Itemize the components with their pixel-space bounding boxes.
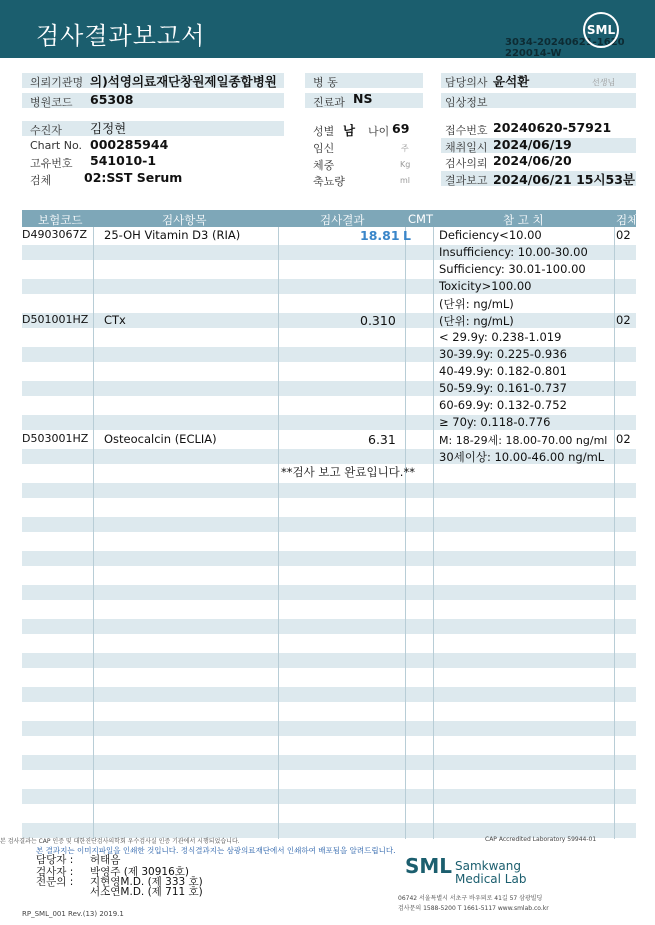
table-stripe bbox=[22, 517, 636, 532]
table-stripe bbox=[22, 619, 636, 634]
staff-role: 담당자 : bbox=[36, 854, 74, 866]
col-reference: 참 고 치 bbox=[503, 213, 544, 227]
staff-name: 박영주 (제 30916호) bbox=[90, 866, 189, 878]
image-print-notice: 본 결과지는 이미지파일을 인쇄한 것입니다. 정식결과지는 삼광의료재단에서 인쇄하여 배포됨을 알려드립니다. bbox=[36, 846, 396, 855]
fine-print: 본 검사결과는 CAP 인증 및 대한진단검사의학회 우수검사실 인증 기관에서 시행되었습니다. bbox=[0, 838, 240, 845]
pregnancy-label: 임신 bbox=[313, 142, 335, 155]
company-address: 06742 서울특별시 서초구 바우뫼로 41길 57 삼광빌딩 bbox=[398, 895, 543, 902]
hospital-code-label: 병원코드 bbox=[30, 96, 73, 109]
hospital-value: 의)석영의료재단창원제일종합병원 bbox=[90, 74, 277, 89]
col-test-item: 검사항목 bbox=[162, 213, 207, 227]
weight-label: 체중 bbox=[313, 159, 335, 172]
chart-no-label: Chart No. bbox=[30, 139, 82, 152]
cap-accreditation: CAP Accredited Laboratory 59944-01 bbox=[485, 836, 597, 843]
staff-name: 허태음 bbox=[90, 854, 121, 866]
patient-name-label: 수진자 bbox=[30, 124, 62, 137]
insurance-code: D503001HZ bbox=[22, 432, 89, 445]
receipt-label: 접수번호 bbox=[445, 124, 488, 137]
test-name: 25-OH Vitamin D3 (RIA) bbox=[104, 228, 241, 242]
hospital-code-value: 65308 bbox=[90, 92, 134, 107]
company-contact: 검사문의 1588-5200 T 1661-5117 www.smlab.co.kr bbox=[398, 905, 549, 912]
specimen-code: 02 bbox=[616, 228, 631, 242]
collect-value: 2024/06/19 bbox=[493, 137, 572, 152]
unique-no-value: 541010-1 bbox=[90, 153, 157, 168]
sml-company-logo-icon: SML bbox=[405, 854, 453, 878]
staff-name: 지현영M.D. (제 333 호) bbox=[90, 876, 203, 888]
report-date-label: 결과보고 bbox=[445, 174, 488, 187]
company-name: Samkwang Medical Lab bbox=[455, 859, 527, 886]
urine-label: 축뇨량 bbox=[313, 175, 345, 188]
table-stripe bbox=[22, 789, 636, 804]
table-stripe bbox=[22, 721, 636, 736]
table-stripe bbox=[22, 551, 636, 566]
col-result: 검사결과 bbox=[320, 213, 365, 227]
table-stripe bbox=[22, 279, 636, 294]
doctor-value: 윤석환 bbox=[493, 74, 530, 89]
specimen-code: 02 bbox=[616, 432, 631, 446]
pregnancy-unit: 주 bbox=[401, 144, 409, 153]
reference-line: 30세이상: 10.00-46.00 ng/mL bbox=[439, 450, 605, 464]
reference-line: (단위: ng/mL) bbox=[439, 314, 514, 328]
reference-line: Insufficiency: 10.00-30.00 bbox=[439, 245, 588, 259]
test-name: Osteocalcin (ECLIA) bbox=[104, 432, 217, 446]
reference-line: 60-69.9y: 0.132-0.752 bbox=[439, 398, 567, 412]
age-label: 나이 bbox=[368, 125, 390, 138]
col-cmt: CMT bbox=[408, 212, 433, 226]
hospital-label: 의뢰기관명 bbox=[30, 76, 84, 89]
column-divider bbox=[278, 227, 279, 839]
doctor-label: 담당의사 bbox=[445, 76, 488, 89]
report-date-value: 2024/06/21 15시53분 bbox=[493, 172, 636, 187]
reference-line: Deficiency<10.00 bbox=[439, 228, 542, 242]
patient-name-value: 김정현 bbox=[90, 121, 127, 136]
report-title: 검사결과보고서 bbox=[36, 22, 206, 50]
sex-value: 남 bbox=[343, 123, 356, 138]
dept-label: 진료과 bbox=[313, 96, 345, 109]
doctor-suffix: 선생님 bbox=[592, 78, 616, 87]
completion-note: **검사 보고 완료입니다.** bbox=[281, 465, 415, 479]
reference-line: M: 18-29세: 18.00-70.00 ng/ml bbox=[439, 434, 608, 447]
collect-label: 채취일시 bbox=[445, 141, 488, 154]
urine-unit: ml bbox=[400, 176, 411, 185]
col-specimen: 검체 bbox=[616, 213, 639, 227]
ward-label: 병 동 bbox=[313, 76, 338, 89]
table-stripe bbox=[22, 483, 636, 498]
reference-line: 50-59.9y: 0.161-0.737 bbox=[439, 381, 567, 395]
reference-line: < 29.9y: 0.238-1.019 bbox=[439, 330, 562, 344]
reference-line: 40-49.9y: 0.182-0.801 bbox=[439, 364, 567, 378]
reference-line: (단위: ng/mL) bbox=[439, 297, 514, 311]
staff-role: 전문의 : bbox=[36, 876, 74, 888]
test-name: CTx bbox=[104, 313, 126, 327]
staff-name: 서소연M.D. (제 711 호) bbox=[90, 886, 203, 898]
specimen-code: 02 bbox=[616, 313, 631, 327]
result-flag: L bbox=[403, 228, 411, 243]
chart-no-value: 000285944 bbox=[90, 137, 169, 152]
reference-line: ≥ 70y: 0.118-0.776 bbox=[439, 415, 551, 429]
table-stripe bbox=[22, 585, 636, 600]
form-id: RP_SML_001 Rev.(13) 2019.1 bbox=[22, 910, 124, 918]
table-stripe bbox=[22, 687, 636, 702]
age-value: 69 bbox=[392, 121, 410, 136]
column-divider bbox=[405, 227, 406, 839]
receipt-value: 20240620-57921 bbox=[493, 120, 612, 135]
column-divider bbox=[614, 227, 615, 839]
specimen-value: 02:SST Serum bbox=[84, 170, 183, 185]
request-label: 검사의뢰 bbox=[445, 157, 488, 170]
staff-role: 검사자 : bbox=[36, 866, 74, 878]
test-result: 18.81 bbox=[360, 228, 400, 243]
weight-unit: Kg bbox=[400, 160, 411, 169]
table-stripe bbox=[22, 653, 636, 668]
unique-no-label: 고유번호 bbox=[30, 157, 73, 170]
reference-line: Sufficiency: 30.01-100.00 bbox=[439, 262, 586, 276]
test-result: 0.310 bbox=[360, 313, 396, 328]
reference-line: Toxicity>100.00 bbox=[439, 279, 532, 293]
sex-label: 성별 bbox=[313, 125, 335, 138]
test-result: 6.31 bbox=[368, 432, 396, 447]
document-number: 3034-20240621-1620 220014-W bbox=[505, 37, 625, 59]
column-divider bbox=[433, 227, 434, 839]
request-value: 2024/06/20 bbox=[493, 153, 572, 168]
report-header bbox=[0, 0, 655, 58]
clinical-label: 임상정보 bbox=[445, 96, 488, 109]
insurance-code: D501001HZ bbox=[22, 313, 89, 326]
dept-value: NS bbox=[353, 91, 373, 106]
sml-logo-icon: SML bbox=[583, 12, 619, 48]
col-insurance-code: 보험코드 bbox=[38, 213, 83, 227]
insurance-code: D4903067Z bbox=[22, 228, 87, 241]
specimen-label: 검체 bbox=[30, 174, 52, 187]
table-stripe bbox=[22, 755, 636, 770]
column-divider bbox=[93, 227, 94, 839]
reference-line: 30-39.9y: 0.225-0.936 bbox=[439, 347, 567, 361]
